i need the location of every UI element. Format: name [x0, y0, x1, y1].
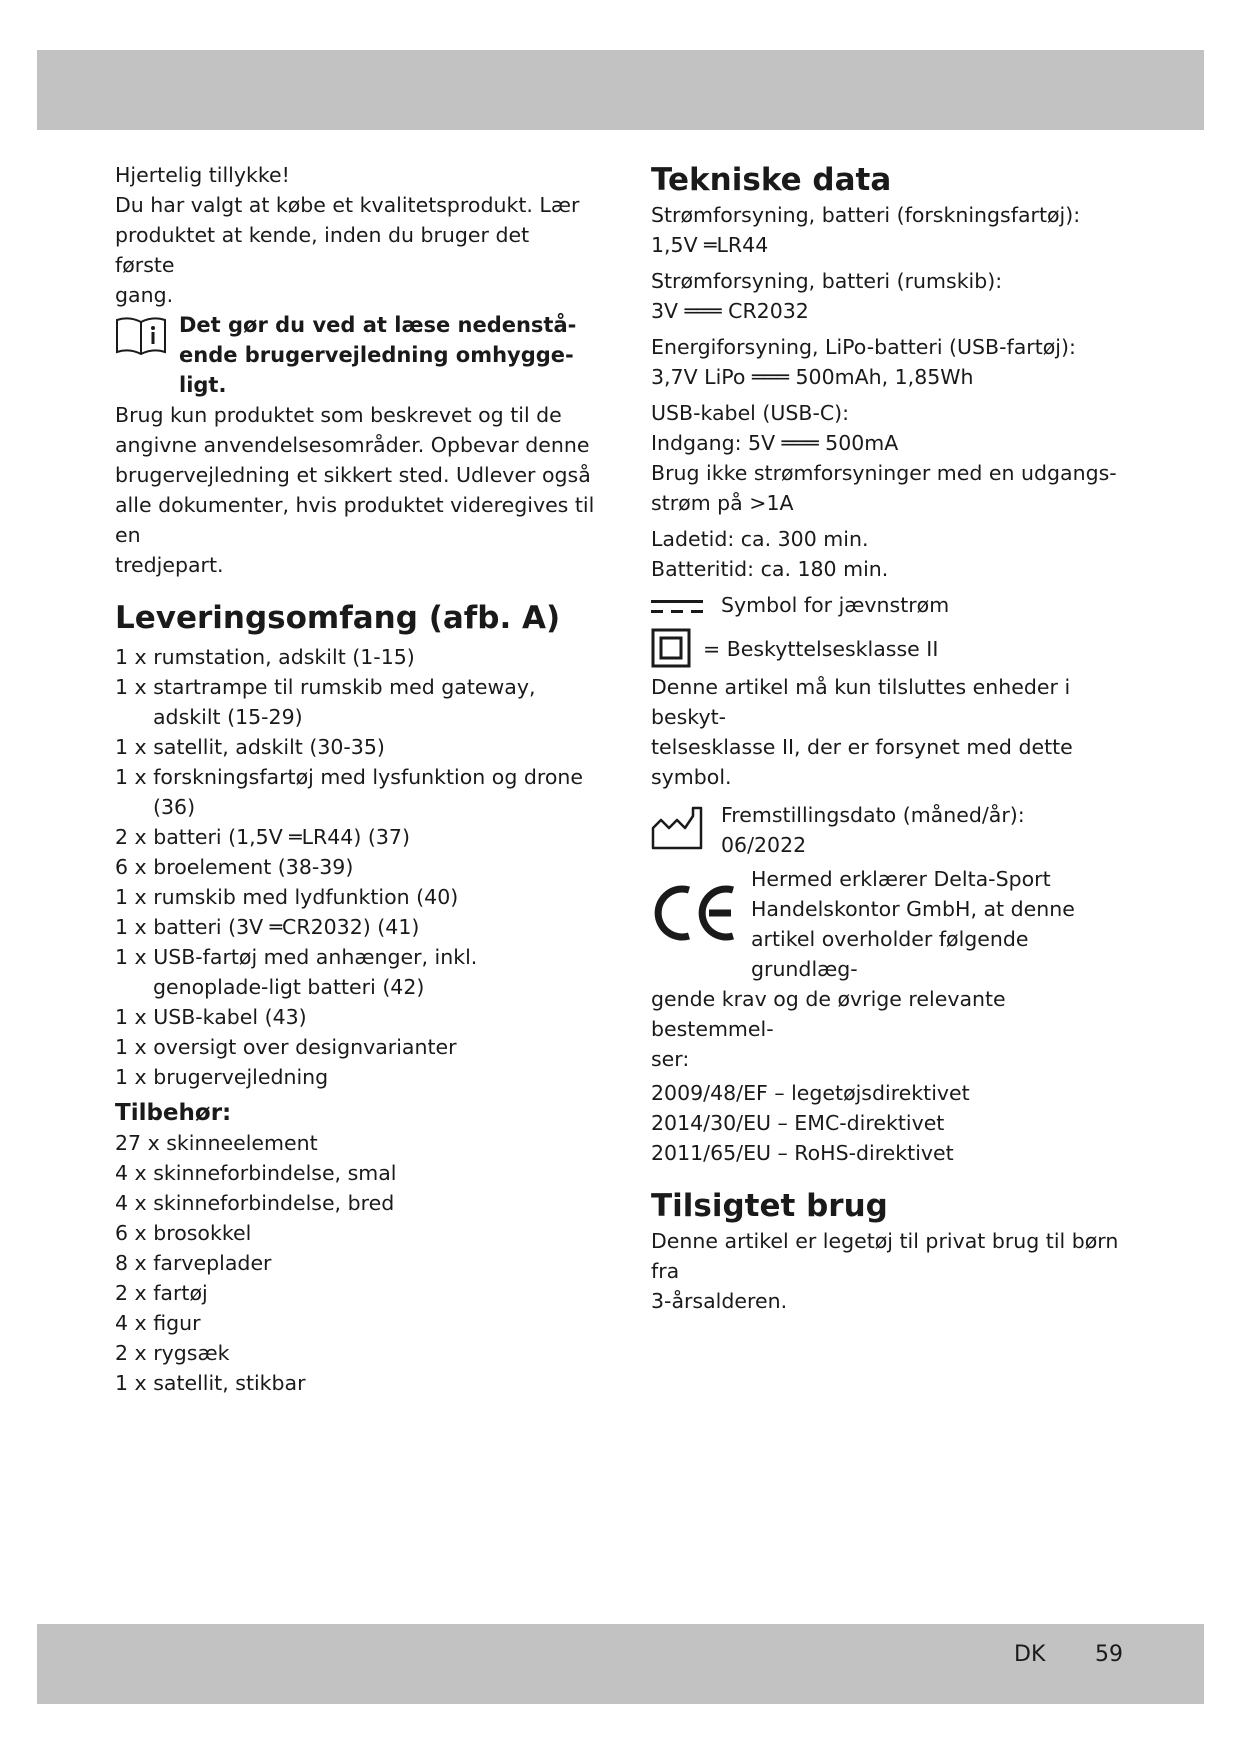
delivery-item: 1 x USB-kabel (43) [115, 1005, 307, 1029]
class2-text: = Beskyttelsesklasse II [703, 637, 939, 661]
delivery-item: 1 x rumskib med lydfunktion (40) [115, 885, 459, 909]
accessory-item: 8 x farveplader [115, 1251, 272, 1275]
class2-row [651, 634, 1131, 664]
tech-line: Denne artikel må kun tilsluttes enheder i beskyt- [651, 675, 1071, 729]
tech-line: 1,5V ═LR44 [651, 233, 769, 257]
note-line: ligt. [179, 373, 227, 397]
tech-line: telsesklasse II, der er forsynet med dette symbol. [651, 735, 1073, 789]
intended-line: 3-årsalderen. [651, 1289, 788, 1313]
ce-cont: gende krav og de øvrige relevante bestemmel- [651, 987, 1006, 1041]
delivery-item: 1 x rumstation, adskilt (1-15) [115, 645, 415, 669]
delivery-item: 1 x brugervejledning [115, 1065, 329, 1089]
directive-line: 2014/30/EU – EMC-direktivet [651, 1111, 945, 1135]
manual-book-icon [115, 316, 167, 356]
body-line: Brug kun produktet som beskrevet og til de [115, 403, 562, 427]
directives-list [651, 1078, 1131, 1168]
intended-line: Denne artikel er legetøj til privat brug til børn fra [651, 1229, 1119, 1283]
directive-line: 2009/48/EF – legetøjsdirektivet [651, 1081, 970, 1105]
tech-line: 3,7V LiPo ═══ 500mAh, 1,85Wh [651, 365, 974, 389]
body-line: alle dokumenter, hvis produktet videregives til en [115, 493, 595, 547]
intro-line: gang. [115, 283, 174, 307]
tech-heading: Tekniske data [651, 162, 892, 198]
ce-line: Handelskontor GmbH, at denne [751, 897, 1075, 921]
delivery-item: 1 x satellit, adskilt (30-35) [115, 735, 385, 759]
tech-line: Strømforsyning, batteri (forskningsfartøj): [651, 203, 1081, 227]
read-manual-note [115, 310, 595, 400]
page-number: 59 [1095, 1642, 1123, 1667]
delivery-item: 6 x broelement (38-39) [115, 855, 354, 879]
directive-line: 2011/65/EU – RoHS-direktivet [651, 1141, 954, 1165]
body-line: angivne anvendelsesområder. Opbevar denne [115, 433, 590, 457]
manufacture-date-icon [651, 806, 703, 850]
tech-line: 3V ═══ CR2032 [651, 299, 809, 323]
intro-line: Hjertelig tillykke! [115, 163, 290, 187]
accessory-item: 2 x rygsæk [115, 1341, 230, 1365]
note-line: Det gør du ved at læse nedenstå- [179, 313, 577, 337]
accessories-heading: Tilbehør: [115, 1100, 232, 1126]
ce-line: Hermed erklærer Delta-Sport [751, 867, 1051, 891]
tech-line: Ladetid: ca. 300 min. [651, 527, 869, 551]
tech-line: Energiforsyning, LiPo-batteri (USB-fartøj): [651, 335, 1076, 359]
tech-line: USB-kabel (USB-C): [651, 401, 850, 425]
ce-cont: ser: [651, 1047, 690, 1071]
delivery-list [115, 642, 595, 1092]
mfg-label: Fremstillingsdato (måned/år): [721, 803, 1025, 827]
accessory-item: 6 x brosokkel [115, 1221, 252, 1245]
right-column [651, 160, 1131, 1316]
tech-line: Indgang: 5V ═══ 500mA [651, 431, 899, 455]
accessory-item: 2 x fartøj [115, 1281, 208, 1305]
accessories-list [115, 1128, 595, 1398]
accessory-item: 27 x skinneelement [115, 1131, 318, 1155]
note-line: ende brugervejledning omhygge- [179, 343, 574, 367]
left-column [115, 160, 595, 1398]
accessory-item: 1 x satellit, stikbar [115, 1371, 306, 1395]
mfg-date: 06/2022 [721, 833, 807, 857]
tech-line: Brug ikke strømforsyninger med en udgangs- [651, 461, 1117, 485]
manufacture-date-row [651, 800, 1131, 860]
ce-line: artikel overholder følgende grundlæg- [751, 927, 1029, 981]
ce-block [651, 864, 1131, 984]
delivery-item: 1 x oversigt over designvarianter [115, 1035, 457, 1059]
delivery-heading: Leveringsomfang (afb. A) [115, 600, 561, 636]
dc-symbol-row [651, 590, 1131, 620]
body-line: tredjepart. [115, 553, 224, 577]
ce-mark-icon [651, 884, 737, 942]
footer-language: DK [1014, 1642, 1046, 1667]
dc-symbol-icon [651, 598, 703, 616]
accessory-item: 4 x figur [115, 1311, 201, 1335]
delivery-item: 2 x batteri (1,5V ═LR44) (37) [115, 825, 410, 849]
tech-line: Batteritid: ca. 180 min. [651, 557, 889, 581]
intended-use-heading: Tilsigtet brug [651, 1188, 888, 1224]
accessory-item: 4 x skinneforbindelse, smal [115, 1161, 397, 1185]
protection-class-ii-icon [651, 628, 691, 668]
header-band [37, 50, 1204, 130]
tech-line: strøm på >1A [651, 491, 794, 515]
delivery-item: 1 x batteri (3V ═CR2032) (41) [115, 915, 420, 939]
dc-symbol-text: Symbol for jævnstrøm [721, 593, 950, 617]
delivery-item: 1 x USB-fartøj med anhænger, inkl. genoplade-ligt batteri (42) [115, 945, 478, 999]
accessory-item: 4 x skinneforbindelse, bred [115, 1191, 395, 1215]
intro-line: Du har valgt at købe et kvalitetsprodukt. Lær [115, 193, 580, 217]
delivery-item: 1 x forskningsfartøj med lysfunktion og drone (36) [115, 765, 584, 819]
body-line: brugervejledning et sikkert sted. Udlever også [115, 463, 591, 487]
intro-line: produktet at kende, inden du bruger det første [115, 223, 530, 277]
tech-line: Strømforsyning, batteri (rumskib): [651, 269, 1003, 293]
delivery-item: 1 x startrampe til rumskib med gateway, adskilt (15-29) [115, 675, 536, 729]
